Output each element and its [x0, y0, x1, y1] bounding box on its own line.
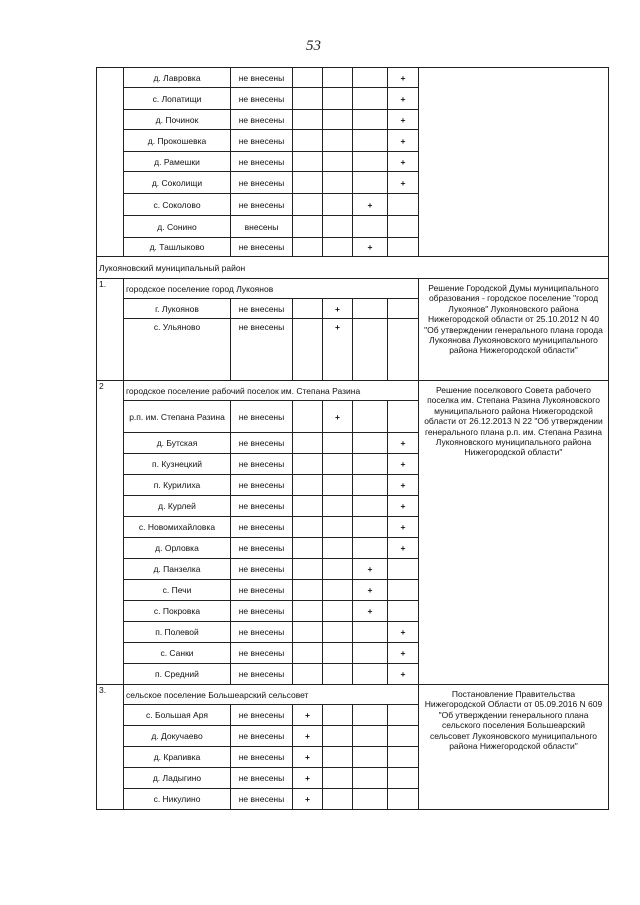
mark-cell: + — [388, 68, 419, 88]
mark-cell — [323, 152, 353, 172]
mark-cell: + — [293, 747, 323, 768]
mark-cell — [323, 747, 353, 768]
district-title: Лукояновский муниципальный район — [97, 257, 609, 279]
status-cell: не внесены — [231, 601, 293, 622]
status-cell: не внесены — [231, 319, 293, 381]
status-cell: не внесены — [231, 194, 293, 216]
mark-cell — [323, 622, 353, 643]
mark-cell — [388, 580, 419, 601]
mark-cell: + — [388, 475, 419, 496]
status-cell: не внесены — [231, 152, 293, 172]
settlement-name: п. Курилиха — [124, 475, 231, 496]
status-cell: не внесены — [231, 726, 293, 747]
mark-cell — [353, 705, 388, 726]
status-cell: не внесены — [231, 559, 293, 580]
mark-cell — [323, 194, 353, 216]
mark-cell — [388, 194, 419, 216]
mark-cell — [388, 216, 419, 238]
mark-cell: + — [293, 726, 323, 747]
settlement-name: с. Санки — [124, 643, 231, 664]
status-cell: не внесены — [231, 238, 293, 257]
settlement-name: с. Никулино — [124, 789, 231, 810]
status-cell: не внесены — [231, 747, 293, 768]
settlement-name: с. Ульяново — [124, 319, 231, 381]
mark-cell: + — [353, 559, 388, 580]
mark-cell — [323, 88, 353, 110]
mark-cell — [323, 559, 353, 580]
mark-cell — [353, 319, 388, 381]
mark-cell — [323, 68, 353, 88]
mark-cell — [353, 454, 388, 475]
mark-cell — [353, 216, 388, 238]
mark-cell: + — [293, 789, 323, 810]
mark-cell — [353, 622, 388, 643]
mark-cell: + — [293, 768, 323, 789]
mark-cell — [323, 496, 353, 517]
status-cell: не внесены — [231, 517, 293, 538]
mark-cell — [293, 216, 323, 238]
mark-cell — [323, 517, 353, 538]
status-cell: не внесены — [231, 643, 293, 664]
mark-cell — [293, 401, 323, 433]
section-note: Постановление Правительства Нижегородской Области от 05.09.2016 N 609 "Об утверждении генерального плана сельского поселения Большеарский сельсовет Лукояновского муниципального района Нижегородской области" — [419, 685, 609, 810]
settlement-name: д. Докучаево — [124, 726, 231, 747]
settlement-name: п. Полевой — [124, 622, 231, 643]
settlement-name: д. Панзелка — [124, 559, 231, 580]
status-cell: не внесены — [231, 664, 293, 685]
status-cell: не внесены — [231, 475, 293, 496]
mark-cell — [353, 768, 388, 789]
mark-cell — [323, 601, 353, 622]
settlement-name: с. Большая Аря — [124, 705, 231, 726]
settlement-name: д. Орловка — [124, 538, 231, 559]
settlement-name: с. Печи — [124, 580, 231, 601]
mark-cell — [293, 238, 323, 257]
mark-cell — [323, 238, 353, 257]
mark-cell — [323, 172, 353, 194]
settlement-name: д. Курлей — [124, 496, 231, 517]
mark-cell — [353, 130, 388, 152]
section-note: Решение поселкового Совета рабочего поселка им. Степана Разина Лукояновского муниципального района Нижегородской области от 26.12.2013 N 22 "Об утверждении генерального плана р.п. им. Степана Разина Лукояновского муниципального района Нижегородской области" — [419, 381, 609, 685]
mark-cell — [293, 559, 323, 580]
mark-cell — [353, 68, 388, 88]
status-cell: не внесены — [231, 68, 293, 88]
note-cell — [419, 68, 609, 257]
mark-cell: + — [388, 538, 419, 559]
section-header-row — [97, 279, 609, 299]
mark-cell — [353, 433, 388, 454]
settlement-name: г. Лукоянов — [124, 299, 231, 319]
mark-cell — [293, 496, 323, 517]
mark-cell — [353, 789, 388, 810]
mark-cell — [293, 664, 323, 685]
mark-cell — [323, 768, 353, 789]
settlement-name: д. Рамешки — [124, 152, 231, 172]
mark-cell: + — [353, 601, 388, 622]
mark-cell: + — [388, 110, 419, 130]
settlement-name: п. Кузнецкий — [124, 454, 231, 475]
mark-cell: + — [388, 643, 419, 664]
mark-cell — [293, 580, 323, 601]
mark-cell — [353, 299, 388, 319]
settlement-name: р.п. им. Степана Разина — [124, 401, 231, 433]
mark-cell — [353, 747, 388, 768]
status-cell: не внесены — [231, 433, 293, 454]
mark-cell: + — [388, 130, 419, 152]
status-cell: не внесены — [231, 88, 293, 110]
page-number: 53 — [306, 38, 321, 54]
mark-cell — [353, 643, 388, 664]
settlement-name: д. Ташлыково — [124, 238, 231, 257]
mark-cell — [323, 216, 353, 238]
mark-cell: + — [353, 580, 388, 601]
table-row — [97, 68, 609, 88]
status-cell: не внесены — [231, 768, 293, 789]
section-header-row — [97, 685, 609, 705]
status-cell: не внесены — [231, 789, 293, 810]
status-cell: не внесены — [231, 538, 293, 559]
mark-cell — [388, 768, 419, 789]
mark-cell — [323, 705, 353, 726]
mark-cell — [388, 319, 419, 381]
mark-cell: + — [388, 88, 419, 110]
mark-cell — [293, 299, 323, 319]
mark-cell — [293, 475, 323, 496]
section-header-row — [97, 381, 609, 401]
mark-cell — [353, 726, 388, 747]
mark-cell — [353, 517, 388, 538]
section-title: городское поселение рабочий поселок им. Степана Разина — [124, 381, 419, 401]
mark-cell — [353, 538, 388, 559]
settlement-name: д. Починок — [124, 110, 231, 130]
mark-cell — [388, 299, 419, 319]
mark-cell — [323, 538, 353, 559]
settlement-name: д. Прокошевка — [124, 130, 231, 152]
mark-cell — [293, 433, 323, 454]
mark-cell: + — [388, 517, 419, 538]
mark-cell — [293, 454, 323, 475]
settlement-name: с. Лопатищи — [124, 88, 231, 110]
mark-cell — [293, 152, 323, 172]
mark-cell — [353, 110, 388, 130]
page-footer-noise — [0, 886, 640, 896]
status-cell: не внесены — [231, 172, 293, 194]
settlement-name: д. Лавровка — [124, 68, 231, 88]
mark-cell — [388, 726, 419, 747]
mark-cell — [293, 194, 323, 216]
mark-cell: + — [323, 319, 353, 381]
mark-cell — [323, 110, 353, 130]
mark-cell — [353, 401, 388, 433]
mark-cell — [353, 88, 388, 110]
mark-cell — [293, 110, 323, 130]
mark-cell — [353, 475, 388, 496]
mark-cell — [388, 601, 419, 622]
section-number: 3. — [97, 685, 124, 810]
mark-cell — [353, 172, 388, 194]
settlement-name: с. Покровка — [124, 601, 231, 622]
section-note: Решение Городской Думы муниципального образования - городское поселение "город Лукоянов" Лукояновского района Нижегородской области от 25.10.2012 N 40 "Об утверждении генерального плана города Лукоянова Лукояновского муниципального района Нижегородской области" — [419, 279, 609, 381]
mark-cell — [353, 152, 388, 172]
mark-cell — [293, 88, 323, 110]
mark-cell: + — [353, 238, 388, 257]
mark-cell — [323, 789, 353, 810]
mark-cell: + — [293, 705, 323, 726]
mark-cell: + — [388, 454, 419, 475]
settlement-name: д. Крапивка — [124, 747, 231, 768]
mark-cell — [293, 538, 323, 559]
mark-cell: + — [388, 664, 419, 685]
mark-cell — [293, 517, 323, 538]
mark-cell — [293, 130, 323, 152]
number-cell — [97, 68, 124, 257]
mark-cell — [388, 705, 419, 726]
section-number: 1. — [97, 279, 124, 381]
mark-cell: + — [323, 299, 353, 319]
mark-cell — [293, 601, 323, 622]
mark-cell — [293, 319, 323, 381]
mark-cell: + — [353, 194, 388, 216]
section-title: сельское поселение Большеарский сельсовет — [124, 685, 419, 705]
section-number: 2 — [97, 381, 124, 685]
settlements-table — [96, 67, 609, 810]
section-title: городское поселение город Лукоянов — [124, 279, 419, 299]
settlement-name: с. Соколово — [124, 194, 231, 216]
mark-cell: + — [388, 622, 419, 643]
status-cell: внесены — [231, 216, 293, 238]
mark-cell: + — [388, 433, 419, 454]
mark-cell — [323, 454, 353, 475]
mark-cell — [293, 172, 323, 194]
mark-cell — [323, 433, 353, 454]
mark-cell — [388, 747, 419, 768]
mark-cell: + — [388, 496, 419, 517]
status-cell: не внесены — [231, 401, 293, 433]
mark-cell: + — [388, 152, 419, 172]
mark-cell: + — [323, 401, 353, 433]
mark-cell — [388, 238, 419, 257]
settlement-name: д. Бутская — [124, 433, 231, 454]
mark-cell — [293, 68, 323, 88]
mark-cell — [293, 643, 323, 664]
mark-cell — [388, 789, 419, 810]
status-cell: не внесены — [231, 496, 293, 517]
mark-cell — [293, 622, 323, 643]
status-cell: не внесены — [231, 705, 293, 726]
mark-cell — [323, 580, 353, 601]
status-cell: не внесены — [231, 110, 293, 130]
mark-cell — [323, 643, 353, 664]
settlement-name: д. Соколищи — [124, 172, 231, 194]
mark-cell — [323, 130, 353, 152]
mark-cell — [353, 496, 388, 517]
settlement-name: д. Сонино — [124, 216, 231, 238]
status-cell: не внесены — [231, 299, 293, 319]
mark-cell: + — [388, 172, 419, 194]
mark-cell — [323, 475, 353, 496]
settlement-name: п. Средний — [124, 664, 231, 685]
status-cell: не внесены — [231, 130, 293, 152]
mark-cell — [388, 559, 419, 580]
settlement-name: с. Новомихайловка — [124, 517, 231, 538]
mark-cell — [388, 401, 419, 433]
status-cell: не внесены — [231, 454, 293, 475]
mark-cell — [353, 664, 388, 685]
status-cell: не внесены — [231, 622, 293, 643]
mark-cell — [323, 664, 353, 685]
settlement-name: д. Ладыгино — [124, 768, 231, 789]
status-cell: не внесены — [231, 580, 293, 601]
mark-cell — [323, 726, 353, 747]
district-row — [97, 257, 609, 279]
